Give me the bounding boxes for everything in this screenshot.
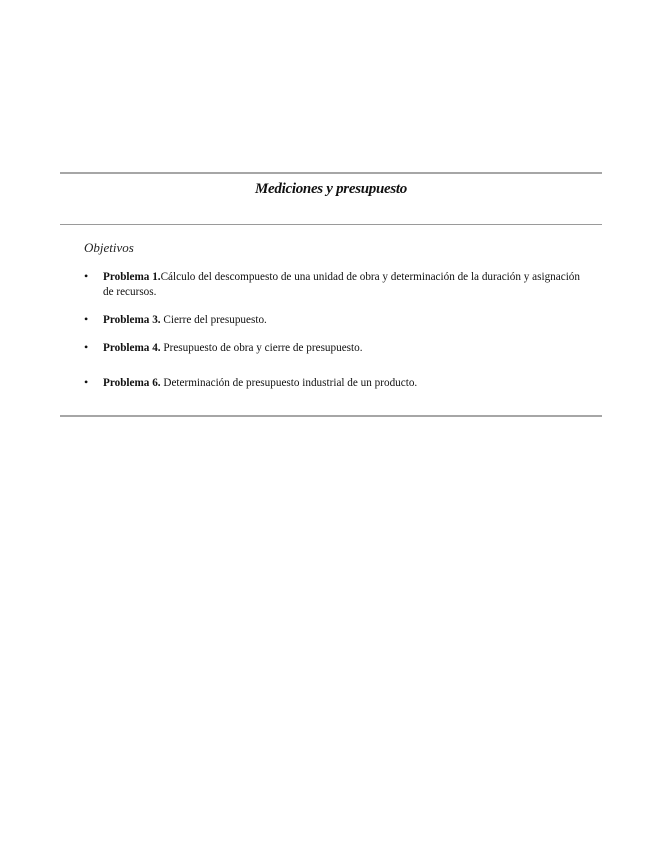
section-title: Mediciones y presupuesto: [255, 181, 407, 197]
problem-description: Cálculo del descompuesto de una unidad de obra y determinación de la duración y asignación de recursos.: [103, 271, 580, 298]
problem-description: Cierre del presupuesto.: [160, 314, 267, 326]
problem-label: Problema 3.: [103, 314, 161, 326]
title-divider: [60, 224, 602, 225]
objectives-heading: Objetivos: [84, 240, 134, 255]
top-divider: [60, 172, 602, 174]
list-item-text: [103, 270, 580, 299]
bullet-icon: •: [84, 269, 89, 283]
problem-label: Problema 6.: [103, 377, 161, 389]
list-item-text: [103, 341, 580, 356]
problem-description: Determinación de presupuesto industrial de un producto.: [160, 377, 418, 389]
bullet-icon: •: [84, 340, 89, 354]
problem-label: Problema 1.: [103, 271, 161, 283]
list-item-text: [103, 313, 580, 328]
problem-description: Presupuesto de obra y cierre de presupuesto.: [160, 342, 363, 354]
bullet-icon: •: [84, 312, 89, 326]
problem-label: Problema 4.: [103, 342, 161, 354]
list-item-text: [103, 376, 580, 391]
bottom-divider: [60, 415, 602, 417]
bullet-icon: •: [84, 375, 89, 389]
